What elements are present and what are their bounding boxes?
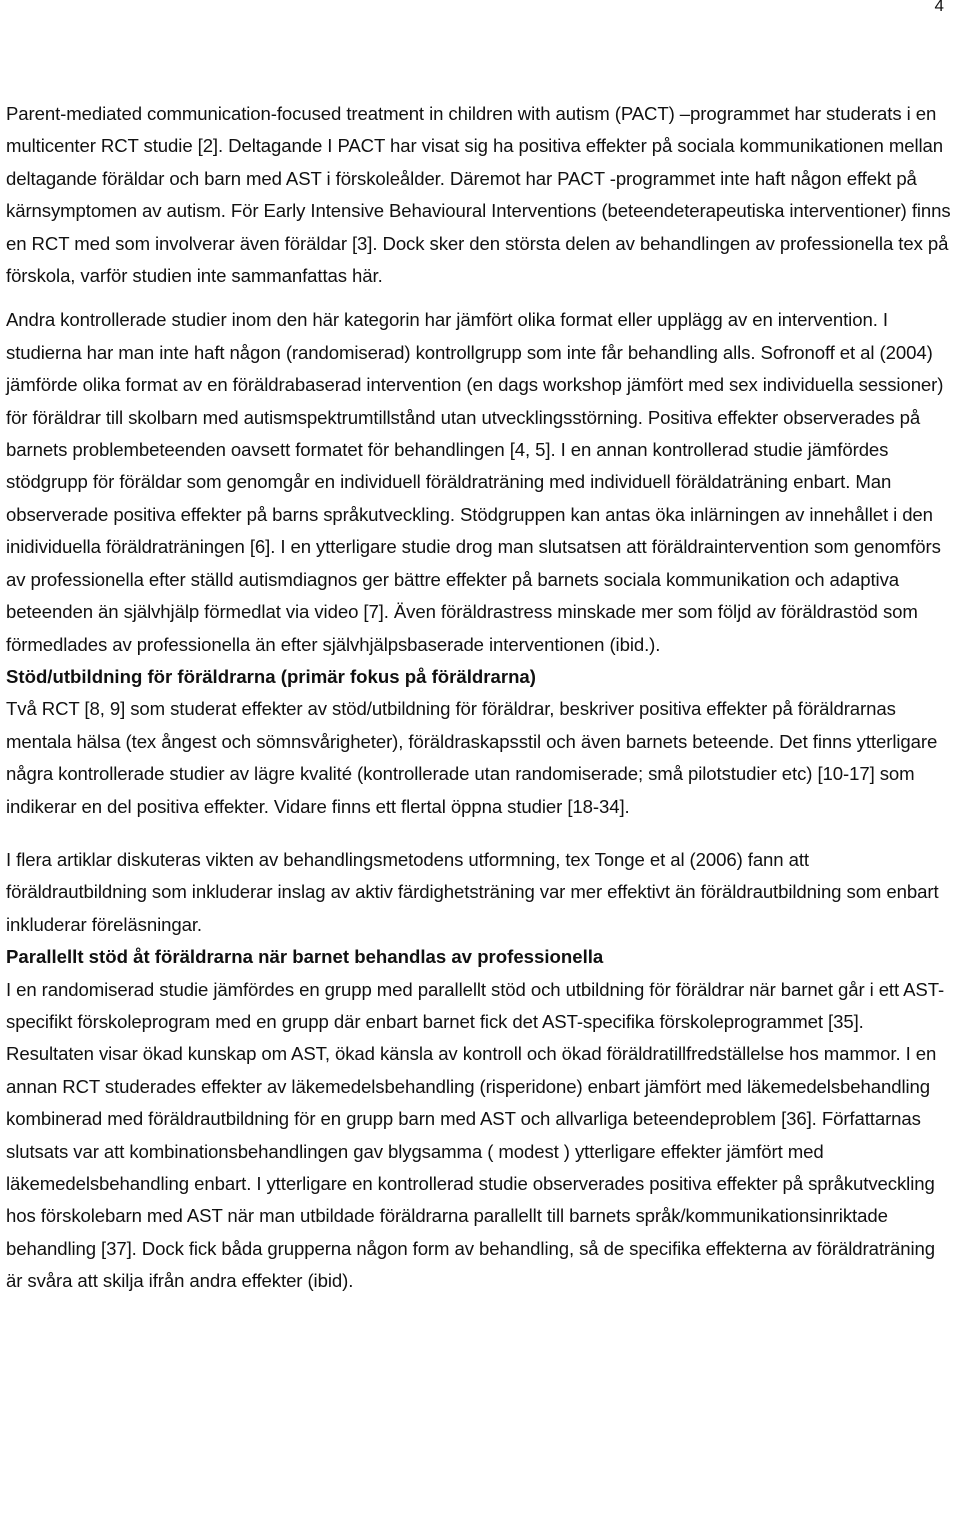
paragraph-rct-parent-support: Två RCT [8, 9] som studerat effekter av stöd/utbildning för föräldrar, beskriver positiva effekter på föräldrarnas mentala hälsa (tex ångest och sömnsvårigheter), föräldraskapsstil och även barnets beteende. Det finns ytterligare några kontrollerade studier av lägre kvalité (kontrollerade utan randomiserade; små pilotstudier etc) [10-17] som indikerar en del positiva effekter. Vidare finns ett flertal öppna studier [18-34]. (6, 698, 938, 817)
paragraph-parallel-support: I en randomiserad studie jämfördes en grupp med parallellt stöd och utbildning för föräldrar när barnet går i ett AST-specifikt förskoleprogram med en grupp där enbart barnet fick det AST-specifika förskoleprogrammet [35]. Resultaten visar ökad kunskap om AST, ökad känsla av kontroll och ökad föräldratillfredställelse hos mammor. I en annan RCT studerades effekter av läkemedelsbehandling (risperidone) enbart jämfört med läkemedelsbehandling kombinerad med föräldrautbildning för en grupp barn med AST och allvarliga beteendeproblem [36]. Författarnas slutsats var att kombinationsbehandlingen gav blygsamma ( modest ) ytterligare effekter jämfört med läkemedelsbehandling enbart. I ytterligare en kontrollerad studie observerades positiva effekter på språkutveckling hos förskolebarn med AST när man utbildade föräldrarna parallellt till barnets språk/kommunikationsinriktade behandling [37]. Dock fick båda grupperna någon form av behandling, så de specifika effekterna av föräldraträning är svåra att skilja ifrån andra effekter (ibid). (6, 978, 945, 1292)
paragraph-controlled-studies: Andra kontrollerade studier inom den här kategorin har jämfört olika format eller upplägg av en intervention. I studierna har man inte haft någon (randomiserad) kontrollgrupp som inte får behandling alls. Sofronoff et al (2004) jämförde olika format av en föräldrabaserad intervention (en dags workshop jämfört med sex individuella sessioner) för föräldrar till skolbarn med autismspektrumtillstånd utan utvecklingsstörning. Positiva effekter observerades på barnets problembeteenden oavsett formatet för behandlingen [4, 5]. I en annan kontrollerad studie jämfördes stödgrupp för föräldar som genomgår en individuell föräldraträning med individuell föräldaträning enbart. Man observerade positiva effekter på barns språkutveckling. Stödgruppen kan antas öka inlärningen av innehållet i den inidividuella föräldraträningen [6]. I en ytterligare studie drog man slutsatsen att föräldraintervention som genomförs av professionella efter ställd autismdiagnos ger bättre effekter på barnets sociala kommunikation och adaptiva beteenden än självhjälp förmedlat via video [7]. Även föräldrastress minskade mer som följd av föräldrastöd som förmedlades av professionella än efter självhjälpsbaserade interventionen (ibid.). (6, 309, 944, 655)
section-heading-parent-support: Stöd/utbildning för föräldrarna (primär fokus på föräldrarna) (6, 665, 536, 687)
paragraph-pact: Parent-mediated communication-focused treatment in children with autism (PACT) –programmet har studerats i en multicenter RCT studie [2]. Deltagande I PACT har visat sig ha positiva effekter på sociala kommunikationen mellan deltagande föräldar och barn med AST i förskoleålder. Däremot har PACT -programmet inte haft någon effekt på kärnsymptomen av autism. För Early Intensive Behavioural Interventions (beteendeterapeutiska interventioner) finns en RCT med som involverar även föräldar [3]. Dock sker den största delen av behandlingen av professionella tex på förskola, varför studien inte sammanfattas här. (6, 103, 951, 287)
section-heading-parallel-support: Parallellt stöd åt föräldrarna när barnet behandlas av professionella (6, 946, 604, 968)
document-body (6, 98, 954, 1298)
page-number: 4 (934, 0, 944, 15)
paragraph-method-design: I flera artiklar diskuteras vikten av behandlingsmetodens utformning, tex Tonge et al (2006) fann att föräldrautbildning som inkluderar inslag av aktiv färdighetsträning var mer effektivt än föräldrautbildning som enbart inkluderar föreläsningar. (6, 848, 939, 935)
